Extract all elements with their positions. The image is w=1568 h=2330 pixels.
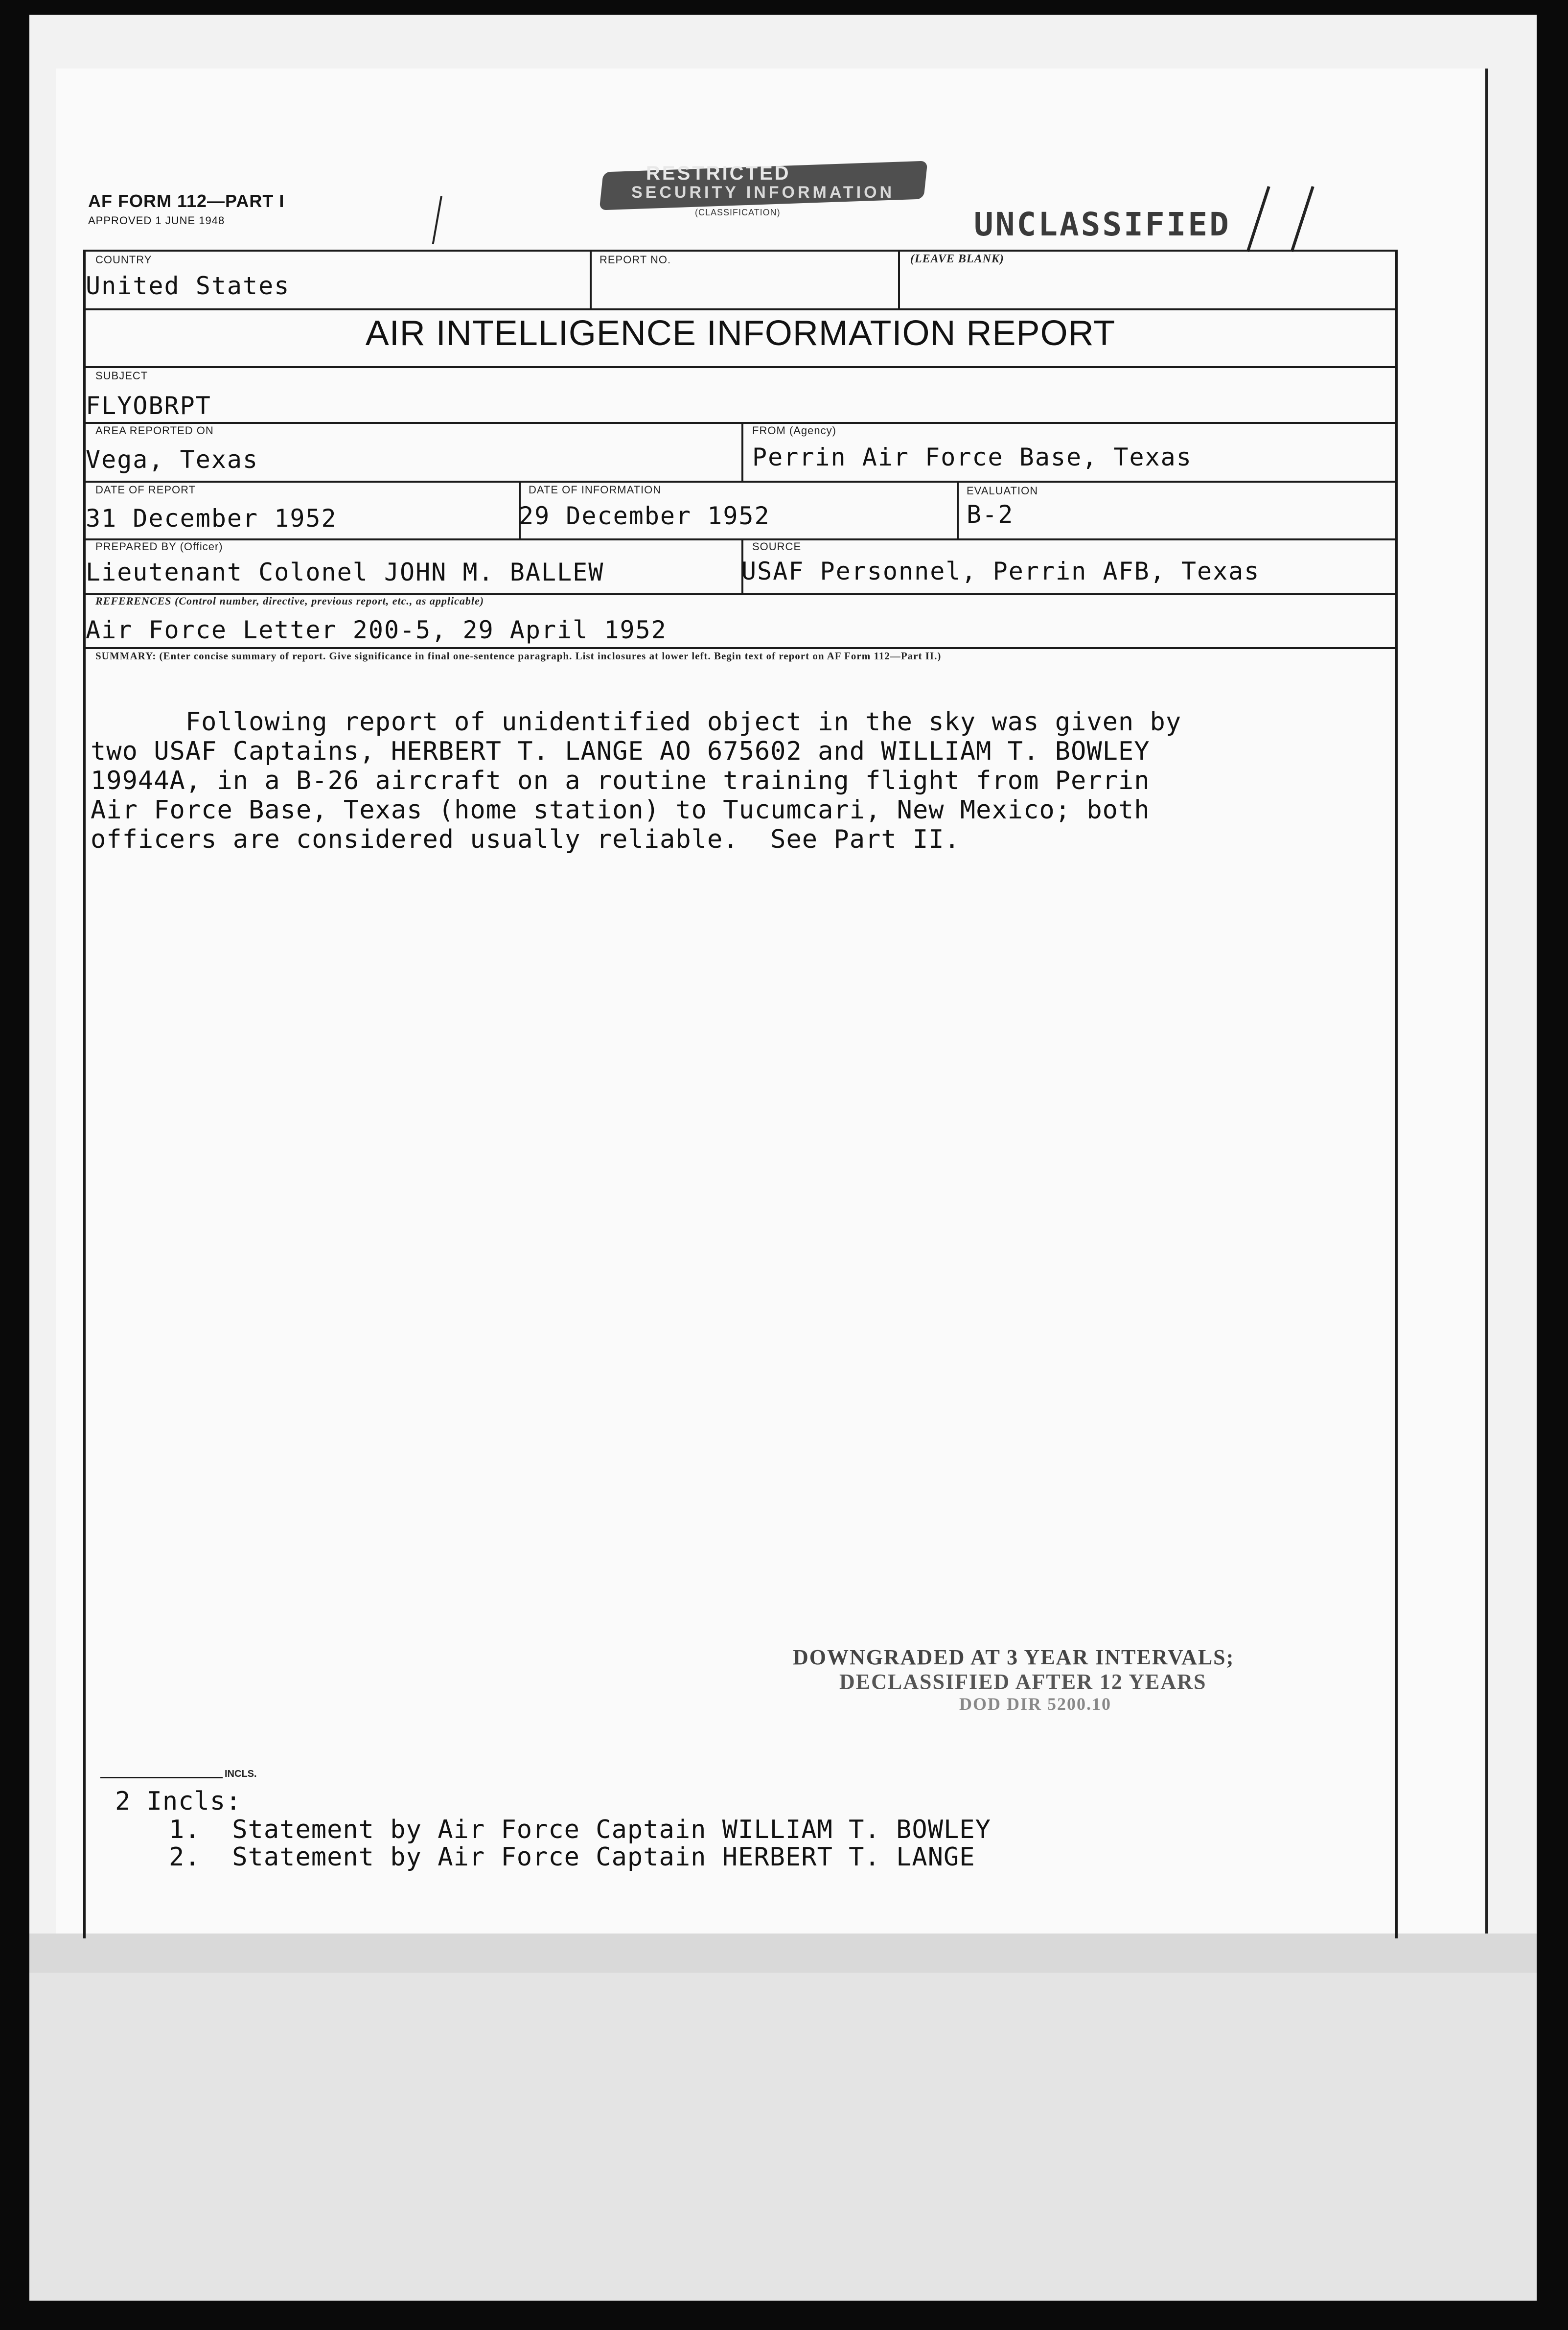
rule-r7	[86, 647, 1395, 649]
downgrade-line-2: DECLASSIFIED AFTER 12 YEARS	[839, 1670, 1207, 1694]
rule-r4	[86, 481, 1395, 483]
restricted-stamp	[602, 162, 925, 220]
area-label: AREA REPORTED ON	[95, 424, 214, 437]
area-value: Vega, Texas	[86, 445, 259, 474]
rule-v1	[590, 250, 592, 308]
inclosures-line	[100, 1777, 223, 1778]
underlying-sheet	[29, 1934, 1537, 2301]
rule-top	[86, 250, 1395, 252]
references-value: Air Force Letter 200-5, 29 April 1952	[86, 616, 667, 644]
rule-r3	[86, 422, 1395, 424]
downgrade-line-3: DOD DIR 5200.10	[959, 1694, 1112, 1714]
evaluation-label: EVALUATION	[967, 485, 1038, 497]
stamp-restricted-text: RESTRICTED	[646, 163, 791, 184]
from-value: Perrin Air Force Base, Texas	[752, 443, 1192, 471]
inclosure-item-1: 1. Statement by Air Force Captain WILLIAM T. BOWLEY	[169, 1815, 991, 1844]
source-value: USAF Personnel, Perrin AFB, Texas	[741, 557, 1260, 585]
rule-r1	[86, 308, 1395, 310]
date-of-information-label: DATE OF INFORMATION	[529, 484, 662, 496]
rule-v2	[898, 250, 900, 308]
date-of-report-value: 31 December 1952	[86, 504, 337, 533]
stamp-security-text: SECURITY INFORMATION	[631, 183, 895, 202]
source-label: SOURCE	[752, 540, 802, 553]
references-label: REFERENCES (Control number, directive, previous report, etc., as applicable)	[95, 595, 484, 607]
form-id: AF FORM 112—PART I	[88, 191, 285, 211]
prepared-by-value: Lieutenant Colonel JOHN M. BALLEW	[86, 558, 604, 586]
rule-v5	[957, 481, 959, 538]
leave-blank-label: (LEAVE BLANK)	[910, 253, 1004, 265]
country-value: United States	[86, 272, 290, 300]
report-title: AIR INTELLIGENCE INFORMATION REPORT	[365, 314, 1116, 353]
inclosures-count: 2 Incls:	[115, 1787, 242, 1816]
date-of-information-value: 29 December 1952	[519, 502, 770, 530]
unclassified-stamp: UNCLASSIFIED	[974, 206, 1231, 243]
country-label: COUNTRY	[95, 254, 152, 266]
subject-value: FLYOBRPT	[86, 392, 211, 420]
from-label: FROM (Agency)	[752, 424, 836, 437]
stamp-classification-text: (CLASSIFICATION)	[695, 208, 781, 217]
rule-r2	[86, 366, 1395, 368]
summary-text: Following report of unidentified object in the sky was given by two USAF Captains, HERBERT T. LANGE AO 675602 and WILLIAM T. BOWLEY 19944A, in a B-26 aircraft on a routine training flight from Perrin Air Force Base, Texas (home station) to Tucumcari, New Mexico; both officers are considered usually reliable. See Part II.	[91, 707, 1182, 854]
summary-label: SUMMARY: (Enter concise summary of report. Give significance in final one-sentence paragraph. List inclosures at lower left. Begin text of report on AF Form 112—Part II.)	[95, 650, 942, 662]
prepared-by-label: PREPARED BY (Officer)	[95, 540, 223, 553]
rule-r5	[86, 538, 1395, 540]
report-no-label: REPORT NO.	[600, 254, 671, 266]
evaluation-value: B-2	[967, 500, 1014, 529]
downgrade-line-1: DOWNGRADED AT 3 YEAR INTERVALS;	[793, 1645, 1235, 1669]
approved-date: APPROVED 1 JUNE 1948	[88, 214, 225, 227]
inclosures-label: INCLS.	[225, 1769, 257, 1779]
subject-label: SUBJECT	[95, 370, 148, 382]
date-of-report-label: DATE OF REPORT	[95, 484, 196, 496]
rule-v3	[741, 422, 743, 481]
inclosure-item-2: 2. Statement by Air Force Captain HERBERT T. LANGE	[169, 1842, 975, 1872]
